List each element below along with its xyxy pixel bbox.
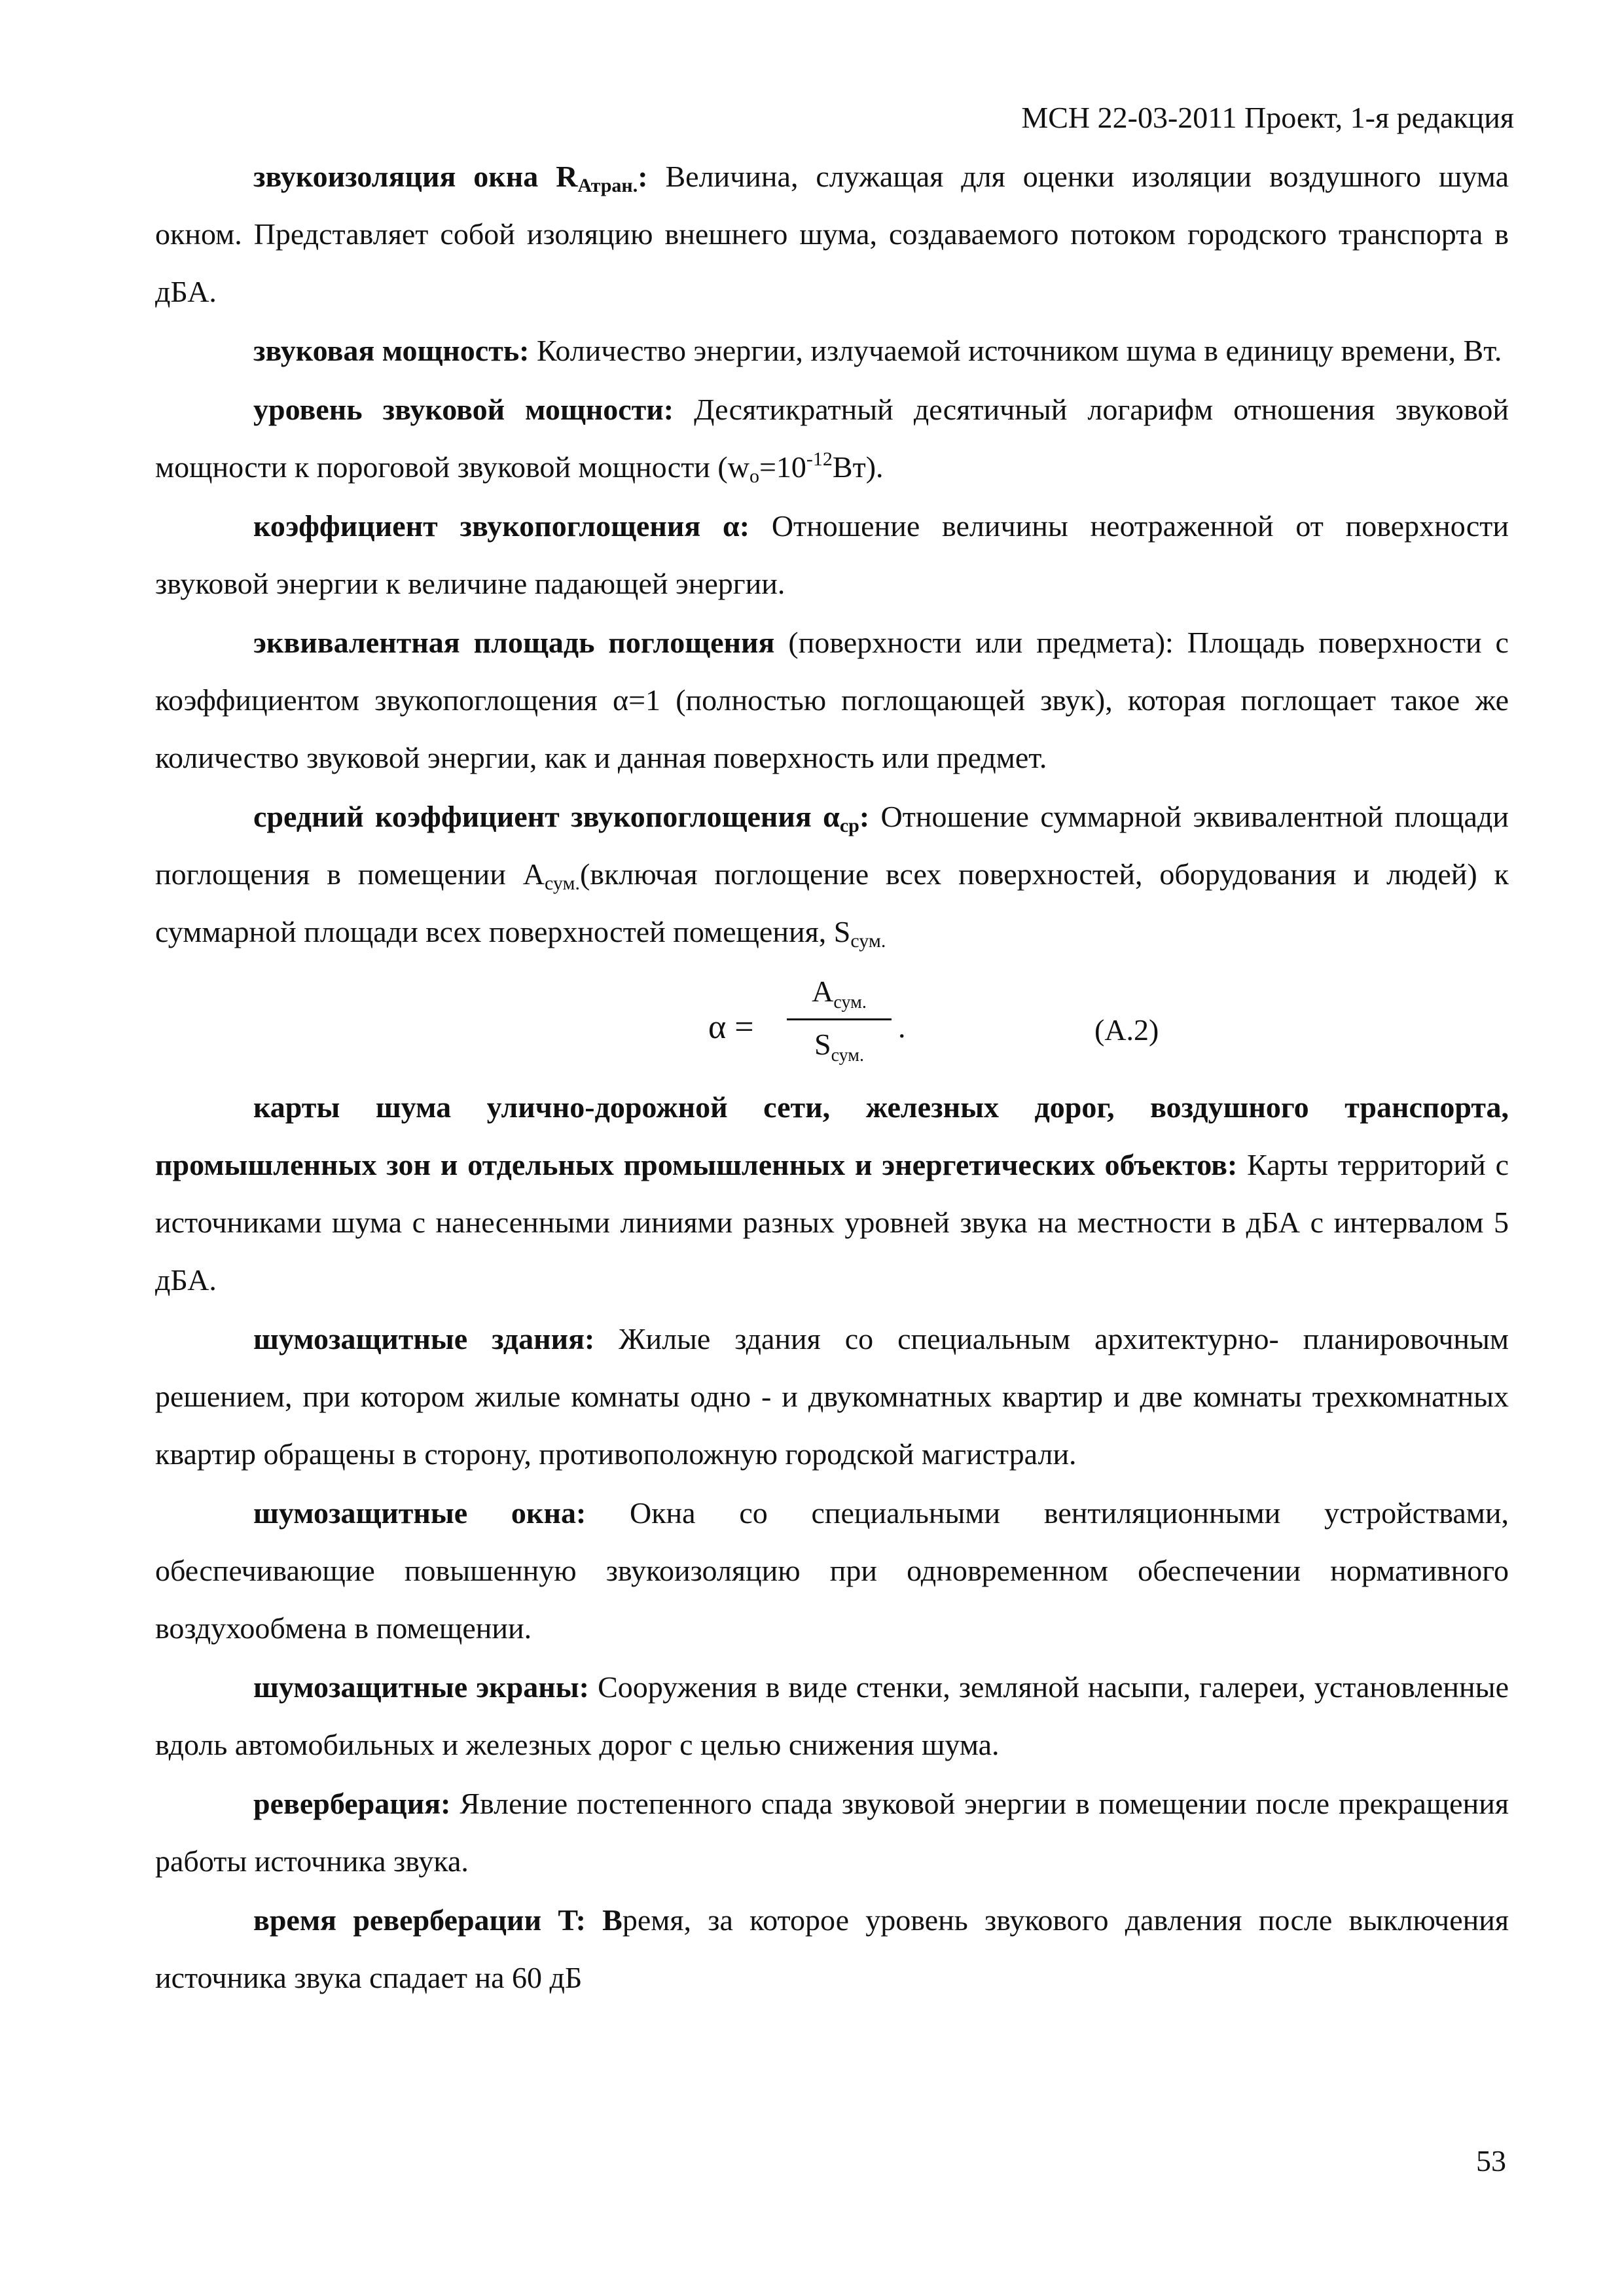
definition-paragraph xyxy=(155,1079,1509,1309)
definition-text: Окна со специальными вентиляционными устройствами, обеспечивающие повышенную звукоизоляцию при одновременном обеспечении нормативного воздухообмена в помещении. xyxy=(155,1496,1509,1645)
equation-number: (A.2) xyxy=(1094,1013,1159,1047)
term: эквивалентная площадь поглощения xyxy=(253,626,775,659)
definition-text: ремя, за которое уровень звукового давления после выключения источника звука спадает на 60 дБ xyxy=(155,1903,1509,1994)
term: звуковая мощность: xyxy=(253,334,530,367)
definition-text: Отношение суммарной эквивалентной площади поглощения в помещении $A_{сум.}(включая$ поглощение всех поверхностей, оборудования и людей) к суммарной площади всех поверхностей помещения, $S_{сум.}$ xyxy=(155,800,1509,952)
definition-paragraph xyxy=(155,497,1509,613)
definition-text: Десятикратный десятичный логарифм отношения звуковой мощности к пороговой звуковой мощности $(w_о=10^{-12}Вт)$. xyxy=(155,393,1509,487)
definition-paragraph xyxy=(155,788,1509,961)
definition-text: Карты территорий с источниками шума с нанесенными линиями разных уровней звука на местности в дБА с интервалом 5 дБА. xyxy=(155,1148,1509,1297)
definition-paragraph xyxy=(155,1659,1509,1774)
definition-text: Явление постепенного спада звуковой энергии в помещении после прекращения работы источника звука. xyxy=(155,1787,1509,1878)
definition-paragraph xyxy=(155,1775,1509,1890)
definition-text: (поверхности или предмета): Площадь поверхности с коэффициентом звукопоглощения α=1 (полностью поглощающей звук), которая поглощает такое же количество звуковой энергии, как и данная поверхность или предмет. xyxy=(155,626,1509,774)
term: время реверберации T: В xyxy=(253,1903,623,1937)
term: коэффициент звукопоглощения α: xyxy=(253,509,750,543)
definition-paragraph xyxy=(155,1310,1509,1483)
term: шумозащитные здания: xyxy=(253,1322,595,1355)
formula-numerator: $A_{сум.}$ xyxy=(812,975,867,1013)
page-header: МСН 22-03-2011 Проект, 1-я редакция xyxy=(1021,101,1514,134)
formula-block xyxy=(155,961,1509,1079)
term: карты шума улично-дорожной сети, железных дорог, воздушного транспорта, промышленных зон и отдельных промышленных и энергетических объектов: xyxy=(155,1090,1509,1181)
definitions-body xyxy=(155,148,1509,2007)
definition-paragraph xyxy=(155,148,1509,321)
formula-lhs: α = xyxy=(708,1009,754,1046)
formula-period: . xyxy=(898,1011,906,1044)
definition-paragraph xyxy=(155,614,1509,787)
definition-paragraph xyxy=(155,381,1509,496)
formula-denominator: $S_{сум.}$ xyxy=(814,1028,864,1066)
formula-a2 xyxy=(708,967,983,1072)
definition-paragraph xyxy=(155,1892,1509,2007)
definition-paragraph xyxy=(155,1484,1509,1657)
term: шумозащитные экраны: xyxy=(253,1670,590,1704)
definition-text: Величина, служащая для оценки изоляции воздушного шума окном. Представляет собой изоляцию внешнего шума, создаваемого потоком городского транспорта в дБА. xyxy=(155,160,1509,308)
definition-paragraph xyxy=(155,322,1509,380)
term: уровень звуковой мощности: xyxy=(253,393,674,426)
term: реверберация: xyxy=(253,1787,451,1820)
formula-fraction xyxy=(784,967,895,1069)
term: шумозащитные окна: xyxy=(253,1496,586,1530)
page-number: 53 xyxy=(1476,2144,1506,2178)
definition-text: Жилые здания со специальным архитектурно- планировочным решением, при котором жилые комнаты одно - и двукомнатных квартир и две комнаты трехкомнатных квартир обращены в сторону, противоположную городской магистрали. xyxy=(155,1322,1509,1471)
definition-text: Сооружения в виде стенки, земляной насыпи, галереи, установленные вдоль автомобильных и железных дорог с целью снижения шума. xyxy=(155,1670,1509,1761)
definition-text: Отношение величины неотраженной от поверхности звуковой энергии к величине падающей энергии. xyxy=(155,509,1509,600)
term: средний коэффициент звукопоглощения $\alpha_{ср}$: xyxy=(253,800,870,836)
definition-text: Количество энергии, излучаемой источником шума в единицу времени, Вт. xyxy=(529,334,1502,367)
term: звукоизоляция окна $R_{Атран.}$: xyxy=(253,160,648,196)
